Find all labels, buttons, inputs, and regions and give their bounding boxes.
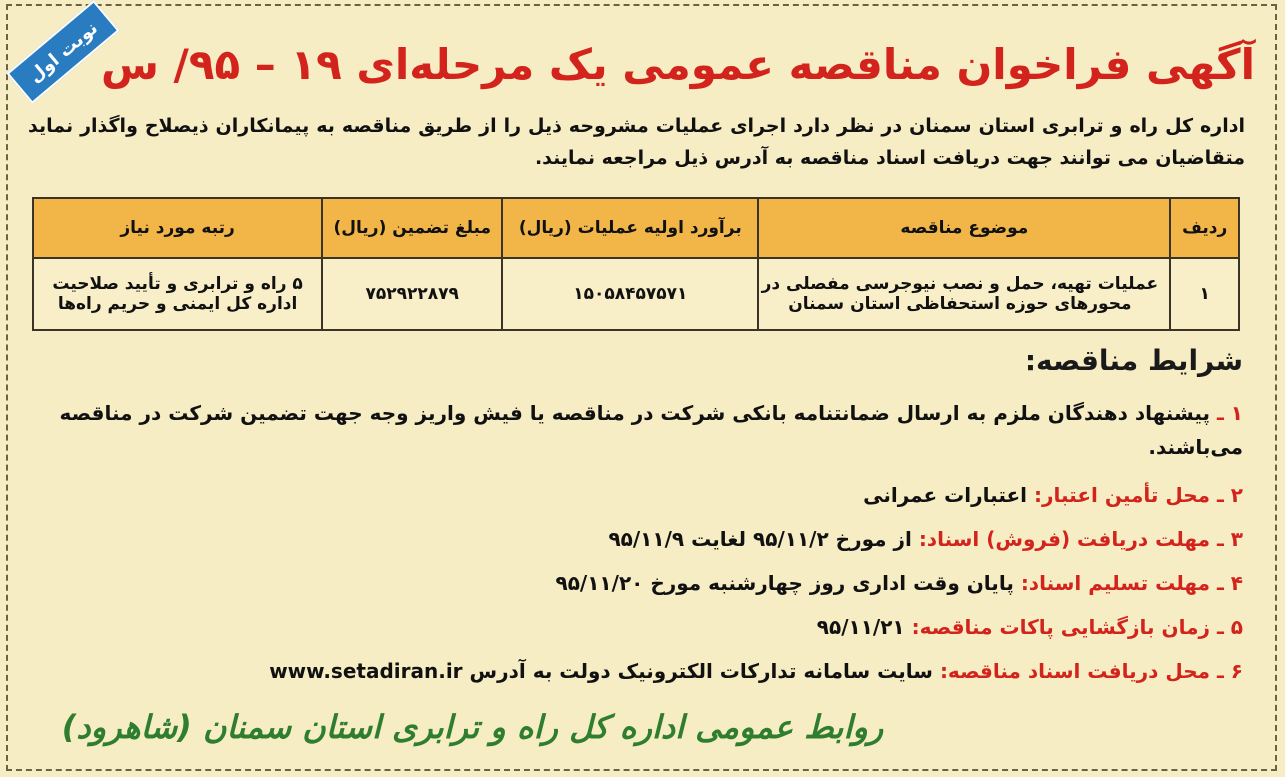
condition-label: مهلت دریافت (فروش) اسناد: <box>918 527 1210 551</box>
condition-number: ۳ ـ <box>1216 527 1243 551</box>
condition-label: مهلت تسلیم اسناد: <box>1020 571 1210 595</box>
intro-paragraph: اداره کل راه و ترابری استان سمنان در نظر دارد اجرای عملیات مشروحه ذیل را از طریق مناقصه به پیمانکاران ذیصلاح واگذار نماید متقاضیان می توانند جهت دریافت اسناد مناقصه به آدرس ذیل مراجعه نمایند. <box>28 115 1245 169</box>
header-required-rank: رتبه مورد نیاز <box>33 198 322 258</box>
condition-item-5 <box>24 610 1243 644</box>
announcement-badge: نوبت اول <box>6 0 119 104</box>
cell-guarantee: ۷۵۲۹۲۲۸۷۹ <box>322 258 502 330</box>
condition-text: اعتبارات عمرانی <box>863 483 1028 507</box>
condition-text: پایان وقت اداری روز چهارشنبه مورخ ۹۵/۱۱/۲۰ <box>555 571 1014 595</box>
condition-text: از مورخ ۹۵/۱۱/۲ لغایت ۹۵/۱۱/۹ <box>608 527 912 551</box>
condition-label: زمان بازگشایی پاکات مناقصه: <box>911 615 1210 639</box>
condition-label: محل دریافت اسناد مناقصه: <box>939 659 1210 683</box>
header-row-number: ردیف <box>1170 198 1239 258</box>
footer-public-relations: روابط عمومی اداره کل راه و ترابری استان سمنان (شاهرود) <box>61 708 884 746</box>
condition-number: ۲ ـ <box>1216 483 1243 507</box>
setadiran-link[interactable]: www.setadiran.ir <box>269 659 463 683</box>
condition-text: سایت سامانه تدارکات الکترونیک دولت به آدرس <box>469 659 933 683</box>
condition-text: ۹۵/۱۱/۲۱ <box>816 615 905 639</box>
condition-item-2 <box>24 478 1243 512</box>
header-subject: موضوع مناقصه <box>758 198 1170 258</box>
header-estimate: برآورد اولیه عملیات (ریال) <box>502 198 758 258</box>
condition-item-4 <box>24 566 1243 600</box>
condition-item-6 <box>24 654 1243 688</box>
condition-number: ۱ ـ <box>1216 401 1243 425</box>
condition-item-3 <box>24 522 1243 556</box>
condition-item-1 <box>24 396 1243 464</box>
cell-subject: عملیات تهیه، حمل و نصب نیوجرسی مفصلی در محورهای حوزه استحفاظی استان سمنان <box>758 258 1170 330</box>
cell-row-number: ۱ <box>1170 258 1239 330</box>
condition-text: پیشنهاد دهندگان ملزم به ارسال ضمانتنامه بانکی شرکت در مناقصه یا فیش واریز وجه جهت تضمین شرکت در مناقصه می‌باشند. <box>59 401 1243 459</box>
cell-estimate: ۱۵۰۵۸۴۵۷۵۷۱ <box>502 258 758 330</box>
condition-number: ۶ ـ <box>1216 659 1243 683</box>
condition-label: محل تأمین اعتبار: <box>1033 483 1210 507</box>
table-header-row <box>33 198 1239 258</box>
header-guarantee: مبلغ تضمین (ریال) <box>322 198 502 258</box>
cell-required-rank: ۵ راه و ترابری و تأیید صلاحیت اداره کل ایمنی و حریم راه‌ها <box>33 258 322 330</box>
condition-number: ۵ ـ <box>1216 615 1243 639</box>
conditions-heading: شرایط مناقصه: <box>1024 344 1243 377</box>
table-row <box>33 258 1239 330</box>
tender-table <box>32 197 1240 331</box>
page-title: آگهی فراخوان مناقصه عمومی یک مرحله‌ای ۱۹ – ۹۵/ س <box>100 40 1255 89</box>
condition-number: ۴ ـ <box>1216 571 1243 595</box>
